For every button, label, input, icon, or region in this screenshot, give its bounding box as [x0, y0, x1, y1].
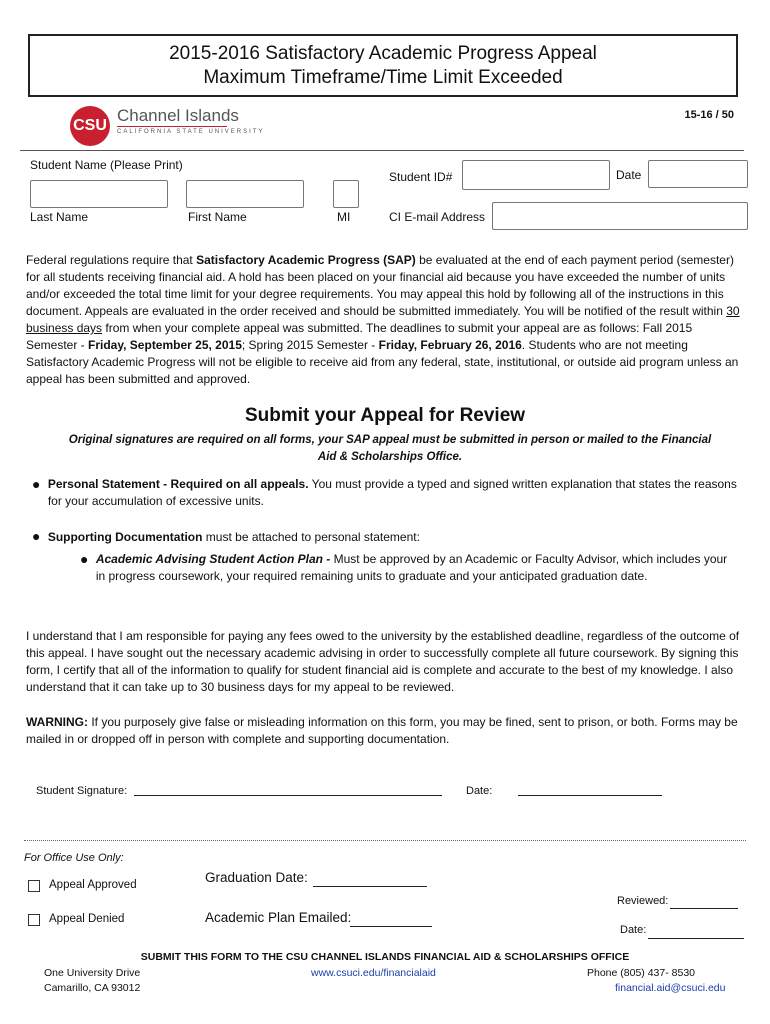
office-divider: [24, 840, 746, 841]
sap-term: Satisfactory Academic Progress (SAP): [196, 253, 416, 267]
bullet-supporting-docs: [32, 528, 742, 546]
plan-emailed-label: Academic Plan Emailed:: [205, 910, 352, 925]
student-signature-label: Student Signature:: [36, 785, 128, 797]
bullet-dot-icon: ●: [80, 551, 89, 567]
appeal-denied-checkbox[interactable]: [28, 914, 40, 926]
logo-subtitle: CALIFORNIA STATE UNIVERSITY: [117, 129, 265, 135]
action-plan-text: Must be approved by an Academic or Faculty Advisor, which includes your in progress coursework, your required remaining units to graduate and your anticipated graduation date.: [95, 552, 728, 583]
student-name-label: Student Name (Please Print): [30, 158, 183, 172]
last-name-input[interactable]: [30, 180, 168, 208]
graduation-date-line[interactable]: [313, 885, 427, 887]
logo-divider: [117, 126, 227, 127]
reviewed-line[interactable]: [670, 907, 738, 909]
intro-text-4: ; Spring 2015 Semester -: [241, 338, 379, 352]
graduation-date-label: Graduation Date:: [205, 870, 308, 885]
title-line-1: 2015-2016 Satisfactory Academic Progress Appeal: [169, 43, 597, 64]
warning-label: WARNING:: [26, 715, 88, 729]
financial-aid-website-link[interactable]: www.csuci.edu/financialaid: [311, 967, 436, 979]
intro-text-5: . Students who are not meeting Satisfactory Academic Progress will not be eligible to receive aid from any federal, state, institutional, or outside aid program unless an appeal has been submitted and approved.: [26, 338, 739, 386]
intro-text-2: be evaluated at the end of each payment period (semester) for all students receiving financial aid. A hold has been placed on your financial aid because you have exceeded the number of units and/or exceeded the total time limit for your degree requirements. You may appeal this hold by following all of the instructions in this document. Appeals are evaluated in the order received and should be submitted immediately. You will be notified of the result within: [26, 253, 734, 318]
warning-paragraph: [26, 714, 744, 748]
phone-number: Phone (805) 437- 8530: [587, 967, 695, 979]
student-signature-line[interactable]: [134, 794, 442, 796]
bullet-personal-statement: [32, 476, 742, 510]
date-input[interactable]: [648, 160, 748, 188]
fall-deadline: Friday, September 25, 2015: [88, 338, 242, 352]
supporting-docs-text: must be attached to personal statement:: [202, 530, 420, 544]
personal-statement-text: You must provide a typed and signed written explanation that states the reasons for your accumulation of excessive units.: [47, 477, 737, 508]
plan-emailed-line[interactable]: [350, 925, 432, 927]
bullet-dot-icon: ●: [32, 476, 41, 492]
mi-input[interactable]: [333, 180, 359, 208]
mi-label: MI: [337, 210, 351, 224]
action-plan-title: Academic Advising Student Action Plan -: [95, 552, 331, 566]
date-label: Date: [616, 168, 642, 182]
address-line-1: One University Drive: [44, 967, 141, 979]
bullet-dot-icon: ●: [32, 528, 41, 544]
appeal-approved-checkbox[interactable]: [28, 880, 40, 892]
business-days: 30 business days: [26, 304, 740, 335]
submit-note: Original signatures are required on all forms, your SAP appeal must be submitted in person or mailed to the Financial Aid & Scholarships Office.: [68, 434, 712, 463]
financial-aid-email-link[interactable]: financial.aid@csuci.edu: [615, 982, 726, 994]
appeal-denied-label: Appeal Denied: [49, 913, 125, 925]
last-name-label: Last Name: [30, 210, 89, 224]
logo-name: Channel Islands: [117, 106, 239, 125]
office-date-line[interactable]: [648, 937, 744, 939]
intro-paragraph: [26, 252, 744, 388]
intro-text-3: from when your complete appeal was submitted. The deadlines to submit your appeal are as follows: Fall 2015 Semester -: [26, 321, 693, 352]
bullet-action-plan: [80, 551, 742, 585]
form-title: [28, 34, 738, 97]
signature-date-line[interactable]: [518, 794, 662, 796]
supporting-docs-title: Supporting Documentation: [47, 530, 203, 544]
header-divider: [20, 150, 744, 151]
agreement-paragraph: I understand that I am responsible for paying any fees owed to the university by the established deadline, regardless of the outcome of this appeal. I have sought out the necessary academic advising in order to successfully complete all future coursework. By signing this form, I certify that all of the information to qualify for student financial aid is complete and accurate to the best of my knowledge. I also understand that it can take up to 30 business days for my appeal to be reviewed.: [26, 629, 740, 694]
email-label: CI E-mail Address: [389, 210, 486, 224]
appeal-approved-label: Appeal Approved: [49, 879, 137, 891]
warning-text: If you purposely give false or misleading information on this form, you may be fined, sent to prison, or both. Forms may be mailed in or dropped off in person with complete and supporting documentation.: [26, 715, 738, 746]
title-line-2: Maximum Timeframe/Time Limit Exceeded: [203, 67, 563, 88]
signature-date-label: Date:: [466, 785, 493, 797]
submit-heading: Submit your Appeal for Review: [244, 405, 526, 426]
intro-text-1: Federal regulations require that: [26, 253, 197, 267]
office-use-heading: For Office Use Only:: [24, 852, 124, 864]
office-date-label: Date:: [620, 924, 647, 936]
reviewed-label: Reviewed:: [617, 895, 669, 907]
spring-deadline: Friday, February 26, 2016: [378, 338, 522, 352]
email-input[interactable]: [492, 202, 748, 230]
csu-logo: CSU: [70, 106, 110, 146]
student-id-label: Student ID#: [389, 170, 453, 184]
form-code: 15-16 / 50: [684, 109, 734, 121]
address-line-2: Camarillo, CA 93012: [44, 982, 141, 994]
first-name-input[interactable]: [186, 180, 304, 208]
personal-statement-title: Personal Statement - Required on all appeals.: [47, 477, 309, 491]
student-id-input[interactable]: [462, 160, 610, 190]
submit-instruction: SUBMIT THIS FORM TO THE CSU CHANNEL ISLANDS FINANCIAL AID & SCHOLARSHIPS OFFICE: [140, 951, 630, 963]
first-name-label: First Name: [188, 210, 247, 224]
